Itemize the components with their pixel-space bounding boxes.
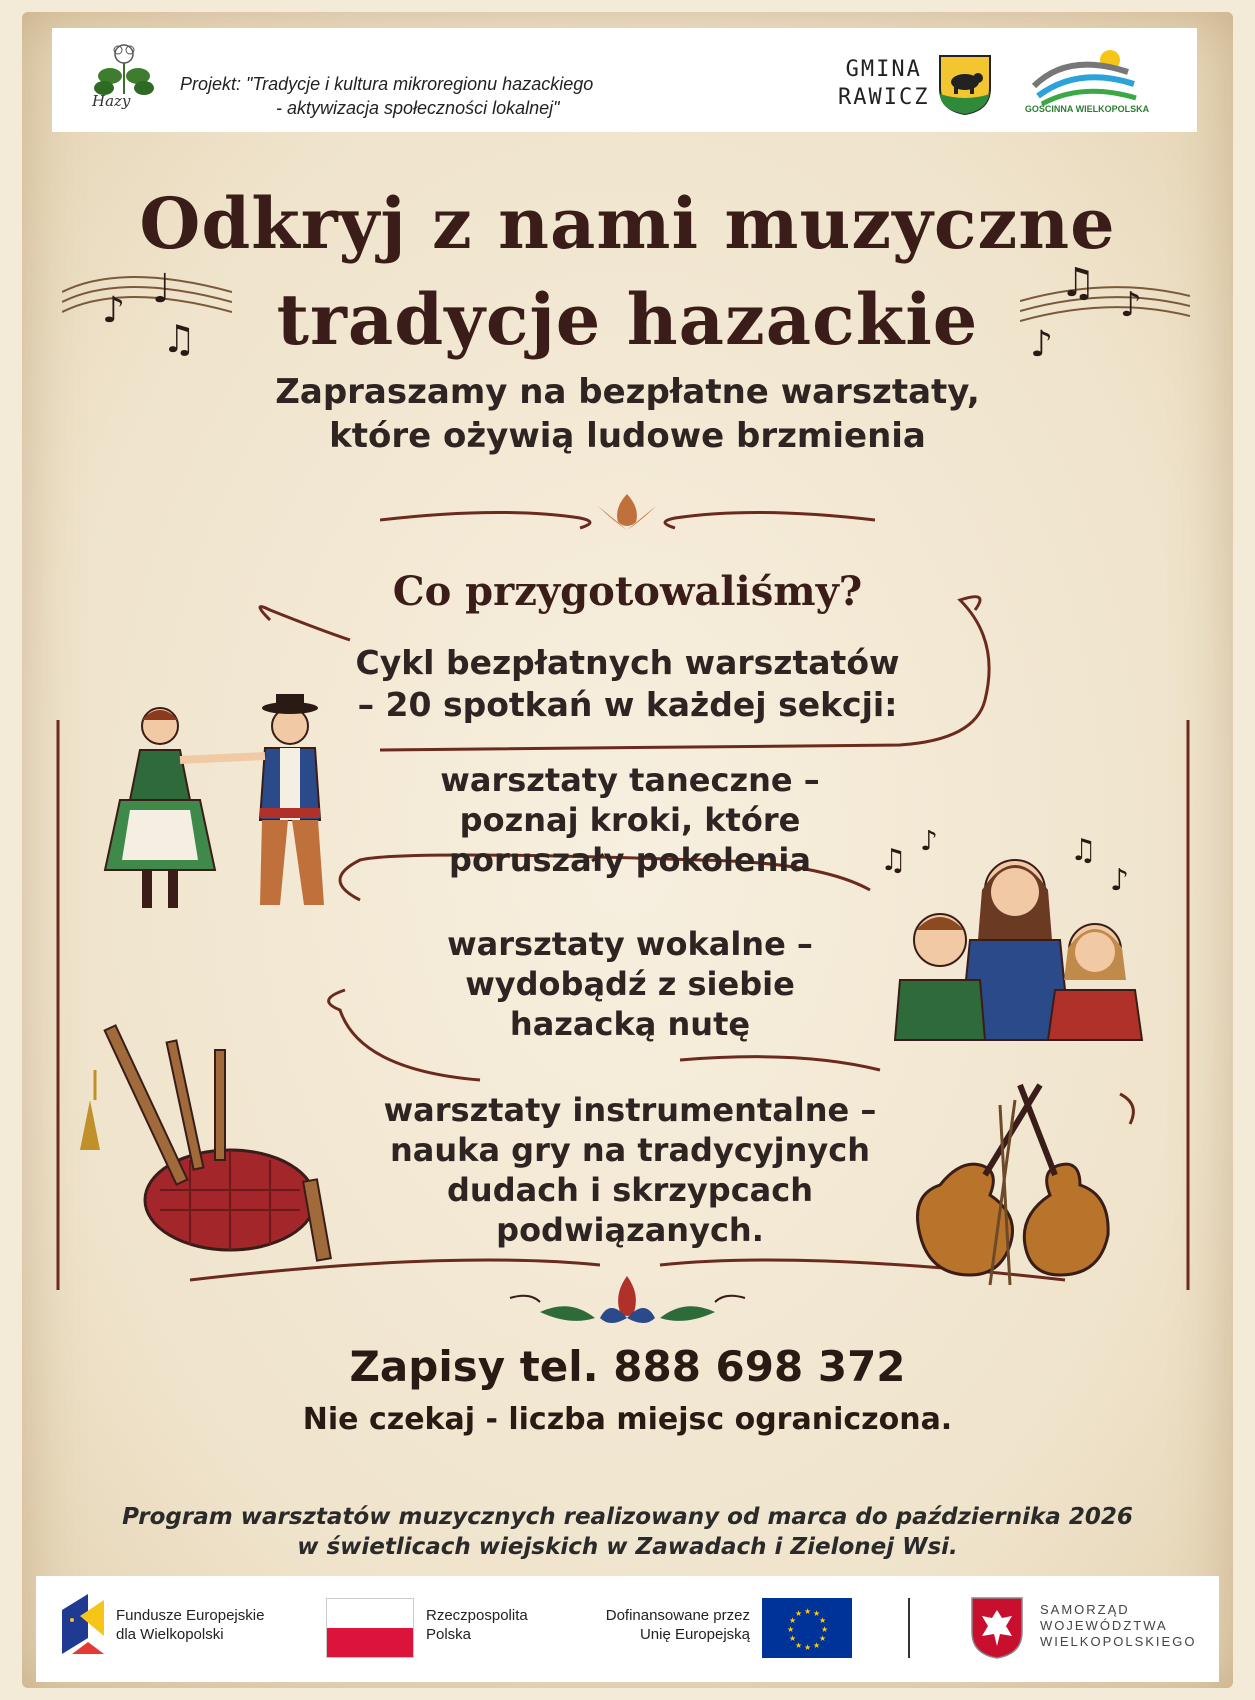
fundusze-europejskie-text [116, 1606, 264, 1644]
svg-text:★: ★ [804, 1643, 812, 1652]
program-info [60, 1502, 1195, 1562]
fe-line-1: Fundusze Europejskie [116, 1607, 265, 1624]
svg-text:♫: ♫ [1070, 833, 1097, 868]
workshop-vocal-line-3: hazacką nutę [509, 1005, 751, 1043]
rzeczpospolita-polska-text [426, 1606, 528, 1644]
svg-text:★: ★ [813, 1609, 821, 1618]
svg-text:♩: ♩ [152, 266, 171, 312]
workshop-vocal [380, 924, 880, 1044]
limited-places-notice: Nie czekaj - liczba miejsc ograniczona. [302, 1402, 953, 1437]
svg-text:♪: ♪ [1110, 863, 1130, 898]
rp-line-2: Polska [426, 1626, 472, 1643]
svg-text:★: ★ [789, 1616, 797, 1625]
folk-flower-ornament-icon [500, 1268, 755, 1338]
workshop-dance-line-3: poruszały pokolenia [449, 841, 811, 879]
folk-ornament-divider-icon [380, 486, 875, 542]
workshop-instrumental [330, 1090, 930, 1250]
svg-text:★: ★ [795, 1609, 803, 1618]
rp-line-1: Rzeczpospolita [426, 1607, 528, 1624]
svg-text:♫: ♫ [1060, 260, 1096, 306]
svg-text:♫: ♫ [880, 843, 907, 878]
program-line-1: Program warsztatów muzycznych realizowany od marca do października 2026 [122, 1504, 1133, 1530]
sw-line-3: WIELKOPOLSKIEGO [1040, 1634, 1197, 1649]
samorzad-wojewodztwa-text [1040, 1602, 1196, 1650]
workshop-instrumental-line-4: podwiązanych. [496, 1211, 764, 1249]
footer-divider [908, 1598, 910, 1658]
workshop-cycle-info [270, 642, 985, 726]
eu-line-2: Unię Europejską [639, 1626, 750, 1643]
eu-flag-icon [762, 1598, 852, 1658]
workshop-instrumental-line-3: dudach i skrzypcach [447, 1171, 813, 1209]
sw-line-2: WOJEWÓDZTWA [1040, 1618, 1168, 1633]
violins-illustration-icon [880, 1075, 1180, 1295]
music-notes-left-icon [62, 252, 232, 362]
hazy-logo-text: Hazy [92, 92, 131, 110]
project-name [180, 72, 700, 120]
invitation-text [150, 370, 1105, 458]
cycle-line-1: Cykl bezpłatnych warsztatów [355, 643, 900, 682]
program-line-2: w świetlicach wiejskich w Zawadach i Zielonej Wsi. [297, 1534, 958, 1560]
folk-dancers-illustration-icon [100, 690, 370, 930]
bagpipe-illustration-icon [80, 1010, 370, 1270]
eu-line-1: Dofinansowane przez [605, 1607, 750, 1624]
gmina-line-1: GMINA [845, 57, 922, 82]
fe-line-2: dla Wielkopolski [116, 1626, 224, 1643]
svg-text:★: ★ [787, 1625, 795, 1634]
workshop-dance-line-1: warsztaty taneczne – [440, 761, 820, 799]
wielkopolska-eagle-shield-icon [970, 1596, 1024, 1660]
subtitle-line-1: Zapraszamy na bezpłatne warsztaty, [275, 372, 980, 412]
project-line-1: Projekt: "Tradycje i kultura mikroregionu hazackiego [180, 74, 594, 94]
music-notes-right-icon [1020, 256, 1190, 366]
workshop-instrumental-line-2: nauka gry na tradycyjnych [390, 1131, 870, 1169]
eu-cofinanced-text [578, 1606, 750, 1644]
goscinna-wielkopolska-text: GOŚCINNA WIELKOPOLSKA [1024, 104, 1150, 114]
workshop-vocal-line-1: warsztaty wokalne – [447, 925, 813, 963]
svg-text:♪: ♪ [920, 830, 938, 857]
sw-line-1: SAMORZĄD [1040, 1602, 1130, 1617]
project-line-2: - aktywizacja społeczności lokalnej" [276, 98, 560, 118]
svg-text:★: ★ [813, 1641, 821, 1650]
workshop-instrumental-line-1: warsztaty instrumentalne – [383, 1091, 877, 1129]
title-line-1: Odkryj z nami muzyczne [139, 182, 1116, 265]
svg-text:★: ★ [795, 1641, 803, 1650]
gmina-line-2: RAWICZ [838, 85, 930, 110]
workshop-dance [380, 760, 880, 880]
gmina-rawicz-text [838, 56, 929, 112]
svg-text:♫: ♫ [162, 317, 197, 361]
svg-text:♪: ♪ [102, 290, 125, 331]
hazy-flower-logo-icon [88, 38, 160, 126]
svg-text:★: ★ [804, 1607, 812, 1616]
folk-singers-illustration-icon [870, 830, 1160, 1060]
svg-text:♪: ♪ [1030, 324, 1053, 365]
svg-text:★: ★ [821, 1625, 829, 1634]
fundusze-europejskie-logo-icon [58, 1590, 108, 1658]
subtitle-line-2: które ożywią ludowe brzmienia [329, 416, 926, 456]
svg-text:♪: ♪ [1120, 285, 1142, 325]
title-line-2: tradycje hazackie [276, 278, 979, 361]
signup-phone: Zapisy tel. 888 698 372 [349, 1342, 906, 1391]
svg-text:★: ★ [819, 1634, 827, 1643]
polish-flag-icon [326, 1598, 414, 1658]
svg-text:★: ★ [789, 1634, 797, 1643]
cycle-line-2: – 20 spotkań w każdej sekcji: [357, 685, 898, 724]
workshop-vocal-line-2: wydobądź z siebie [465, 965, 795, 1003]
rawicz-bear-shield-icon [938, 54, 992, 116]
svg-text:★: ★ [819, 1616, 827, 1625]
workshop-dance-line-2: poznaj kroki, które [459, 801, 801, 839]
section-title: Co przygotowaliśmy? [392, 568, 863, 615]
